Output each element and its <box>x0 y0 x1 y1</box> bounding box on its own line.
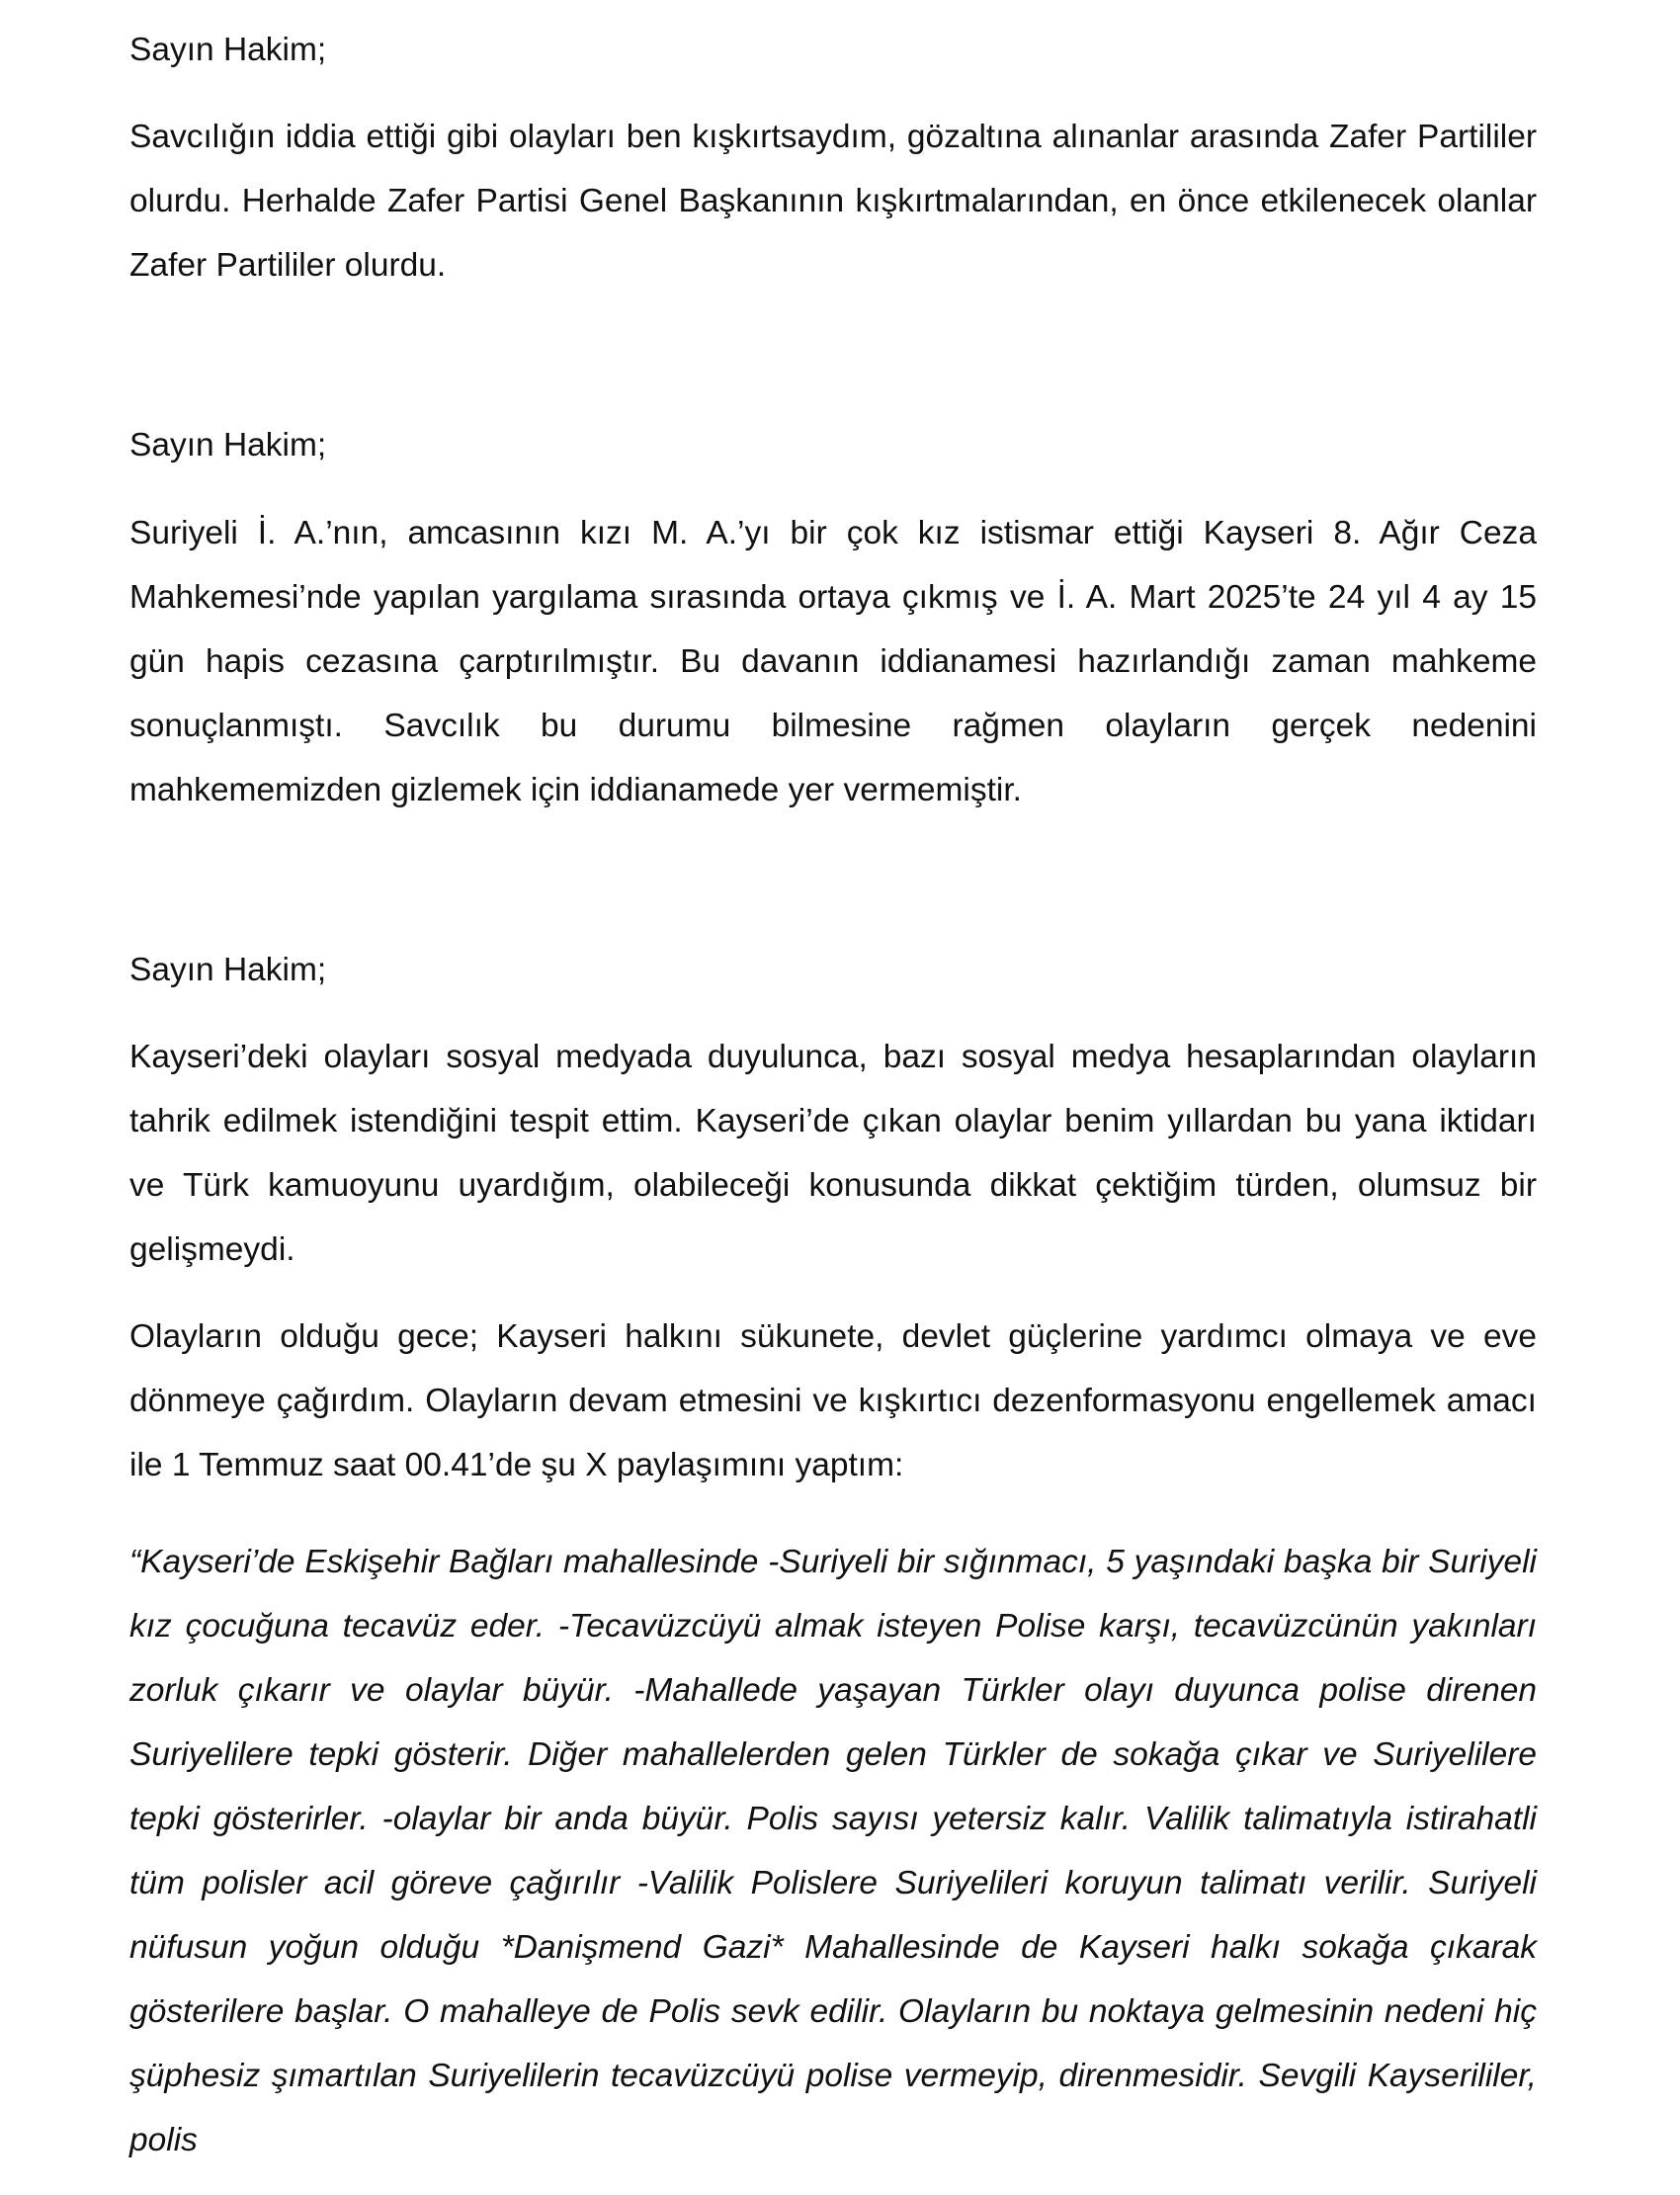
quoted-post: “Kayseri’de Eskişehir Bağları mahallesinde -Suriyeli bir sığınmacı, 5 yaşındaki başka bir Suriyeli kız çocuğuna tecavüz eder. -Tecavüzcüyü almak isteyen Polise karşı, tecavüzcünün yakınları zorluk çıkarır ve olaylar büyür. -Mahallede yaşayan Türkler olayı duyunca polise direnen Suriyelilere tepki gösterir. Diğer mahallelerden gelen Türkler de sokağa çıkar ve Suriyelilere tepki gösterirler. -olaylar bir anda büyür. Polis sayısı yetersiz kalır. Valilik talimatıyla istirahatli tüm polisler acil göreve çağırılır -Valilik Polislere Suriyelileri koruyun talimatı verilir. Suriyeli nüfusun yoğun olduğu *Danişmend Gazi* Mahallesinde de Kayseri halkı sokağa çıkarak gösterilere başlar. O mahalleye de Polis sevk edilir. Olayların bu noktaya gelmesinin nedeni hiç şüphesiz şımartılan Suriyelilerin tecavüzcüyü polise vermeyip, direnmesidir. Sevgili Kayserililer, polis <box>129 1544 1537 2158</box>
paragraph: Suriyeli İ. A.’nın, amcasının kızı M. A.’yı bir çok kız istismar ettiği Kayseri 8. Ağır Ceza Mahkemesi’nde yapılan yargılama sırasında ortaya çıkmış ve İ. A. Mart 2025’te 24 yıl 4 ay 15 gün hapis cezasına çarptırılmıştır. Bu davanın iddianamesi hazırlandığı zaman mahkeme sonuçlanmıştı. Savcılık bu durumu bilmesine rağmen olayların gerçek nedenini mahkememizden gizlemek için iddianamede yer vermemiştir. <box>129 515 1537 808</box>
salutation: Sayın Hakim; <box>129 32 327 68</box>
paragraph: Savcılığın iddia ettiği gibi olayları ben kışkırtsaydım, gözaltına alınanlar arasında Zafer Partililer olurdu. Herhalde Zafer Partisi Genel Başkanının kışkırtmalarından, en önce etkilenecek olanlar Zafer Partililer olurdu. <box>129 119 1537 284</box>
paragraph: Kayseri’deki olayları sosyal medyada duyulunca, bazı sosyal medya hesaplarından olayların tahrik edilmek istendiğini tespit ettim. Kayseri’de çıkan olaylar benim yıllardan bu yana iktidarı ve Türk kamuoyunu uyardığım, olabileceği konusunda dikkat çektiğim türden, olumsuz bir gelişmeydi. <box>129 1039 1537 1268</box>
salutation: Sayın Hakim; <box>129 952 327 988</box>
salutation: Sayın Hakim; <box>129 427 327 464</box>
paragraph: Olayların olduğu gece; Kayseri halkını sükunete, devlet güçlerine yardımcı olmaya ve eve dönmeye çağırdım. Olayların devam etmesini ve kışkırtıcı dezenformasyonu engellemek amacı ile 1 Temmuz saat 00.41’de şu X paylaşımını yaptım: <box>129 1318 1537 1483</box>
